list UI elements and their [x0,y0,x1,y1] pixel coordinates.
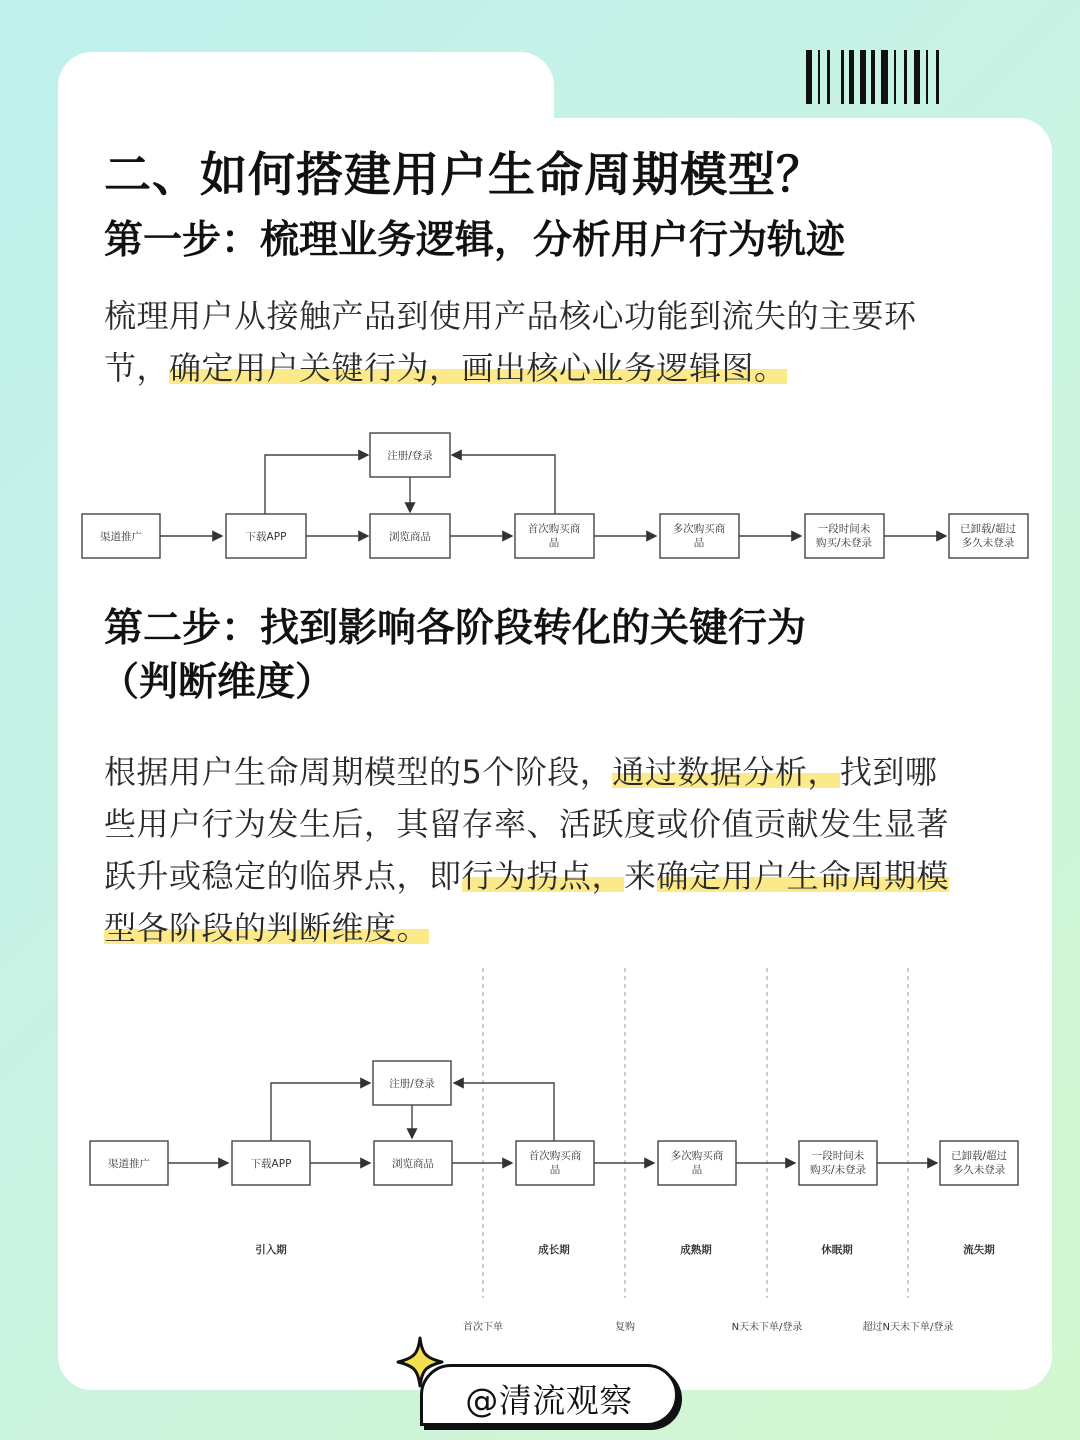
node-browse-label: 浏览商品 [389,531,431,543]
step2-highlight-1: 通过数据分析， [612,753,840,791]
node2-dormant [799,1141,877,1185]
step2-heading-line2: （判断维度） [100,660,335,705]
barcode-stripe [849,50,854,104]
node-churn-label-1: 已卸载/超过 [959,523,1017,535]
step2-line1-end: 找到哪 [839,753,938,791]
barcode-stripe [827,50,830,104]
step2-line3-start: 跃升或稳定的临界点，即 [104,857,462,895]
author-tag-bubble [420,1364,678,1426]
node-churn [949,514,1028,558]
barcode-stripe [841,50,844,104]
node-multi-buy [660,514,739,558]
edge2-firstbuy-register [454,1083,554,1141]
barcode-stripe [936,50,939,104]
node2-churn-label-2: 多久未登录 [952,1164,1006,1176]
node-churn-label-2: 多久未登录 [961,537,1015,549]
step2-line3-mid: 来 [624,857,657,895]
node2-channel-label: 渠道推广 [108,1158,150,1170]
node2-multi-buy [658,1141,736,1185]
node2-first-buy [516,1141,594,1185]
node2-dormant-label-1: 一段时间未 [811,1150,865,1162]
barcode-stripe [806,50,812,104]
barcode-stripe [894,50,896,104]
step2-highlight-2: 行为拐点， [461,857,625,895]
node-multi-buy-label-2: 品 [693,537,705,549]
node2-dormant-label-2: 购买/未登录 [809,1164,867,1176]
node-register-label: 注册/登录 [387,450,433,462]
barcode-stripe [860,50,866,104]
node2-churn-label-1: 已卸载/超过 [950,1150,1008,1162]
node-first-buy-label-1: 首次购买商 [527,523,581,535]
edge-firstbuy-register [452,455,555,514]
business-logic-diagram [78,428,1032,564]
step1-line1: 梳理用户从接触产品到使用产品核心功能到流失的主要环 [104,297,917,335]
page-title: 二、如何搭建用户生命周期模型？ [104,148,824,203]
lifecycle-stage-diagram [86,964,1026,1340]
step1-highlight-2: 画出核心业务逻辑图。 [461,349,787,387]
author-tag [396,1336,696,1440]
stage-label-growth: 成长期 [538,1244,570,1256]
boundary-label-2: 复购 [615,1322,635,1333]
node2-register-label: 注册/登录 [389,1078,435,1090]
barcode-stripe [926,50,928,104]
barcode-stripe [881,50,888,104]
barcode-stripe [914,50,920,104]
stage-label-dormant: 休眠期 [821,1244,853,1256]
step2-highlight-3: 确定用户生命周期模 [656,857,950,895]
node2-browse-label: 浏览商品 [392,1158,434,1170]
step1-highlight-1: 确定用户关键行为， [169,349,462,387]
node-download-label: 下载APP [245,531,287,543]
author-handle: @清流观察 [465,1381,633,1420]
boundary-label-3: N天未下单/登录 [731,1322,803,1333]
step2-heading-line1: 第二步：找到影响各阶段转化的关键行为 [104,606,807,651]
step2-paragraph [104,746,1034,954]
node2-first-buy-label-1: 首次购买商 [528,1150,582,1162]
node2-multi-buy-label-1: 多次购买商 [670,1150,724,1162]
barcode-icon [806,50,1054,104]
node2-download-label: 下载APP [250,1158,292,1170]
barcode-stripe [904,50,907,104]
node-dormant [805,514,884,558]
stage-label-mature: 成熟期 [680,1244,712,1256]
edge-download-register [265,455,368,514]
step1-heading: 第一步：梳理业务逻辑，分析用户行为轨迹 [104,218,846,263]
step2-line4 [104,902,1034,954]
step2-highlight-4: 型各阶段的判断维度。 [104,909,430,947]
step2-line3 [104,850,1034,902]
node2-first-buy-label-2: 品 [549,1164,561,1176]
step2-line1-start: 根据用户生命周期模型的5个阶段， [104,753,613,791]
boundary-label-4: 超过N天未下单/登录 [862,1322,954,1333]
node-dormant-label-2: 购买/未登录 [815,537,873,549]
boundary-label-1: 首次下单 [463,1322,503,1333]
node-first-buy-label-2: 品 [548,537,560,549]
barcode-stripe [871,50,875,104]
node-first-buy [515,514,594,558]
node-multi-buy-label-1: 多次购买商 [672,523,726,535]
step1-paragraph [104,290,1034,394]
step2-line1 [104,746,1034,798]
step1-line2 [104,342,1034,394]
stage-label-churn: 流失期 [963,1244,995,1256]
edge2-download-register [271,1083,370,1141]
node-dormant-label-1: 一段时间未 [817,523,871,535]
step1-line2-start: 节， [104,349,170,387]
node-channel-label: 渠道推广 [100,531,142,543]
barcode-stripe [818,50,820,104]
node2-multi-buy-label-2: 品 [691,1164,703,1176]
step2-line2: 些用户行为发生后，其留存率、活跃度或价值贡献发生显著 [104,805,950,843]
node2-churn [940,1141,1018,1185]
stage-label-intro: 引入期 [255,1244,287,1256]
